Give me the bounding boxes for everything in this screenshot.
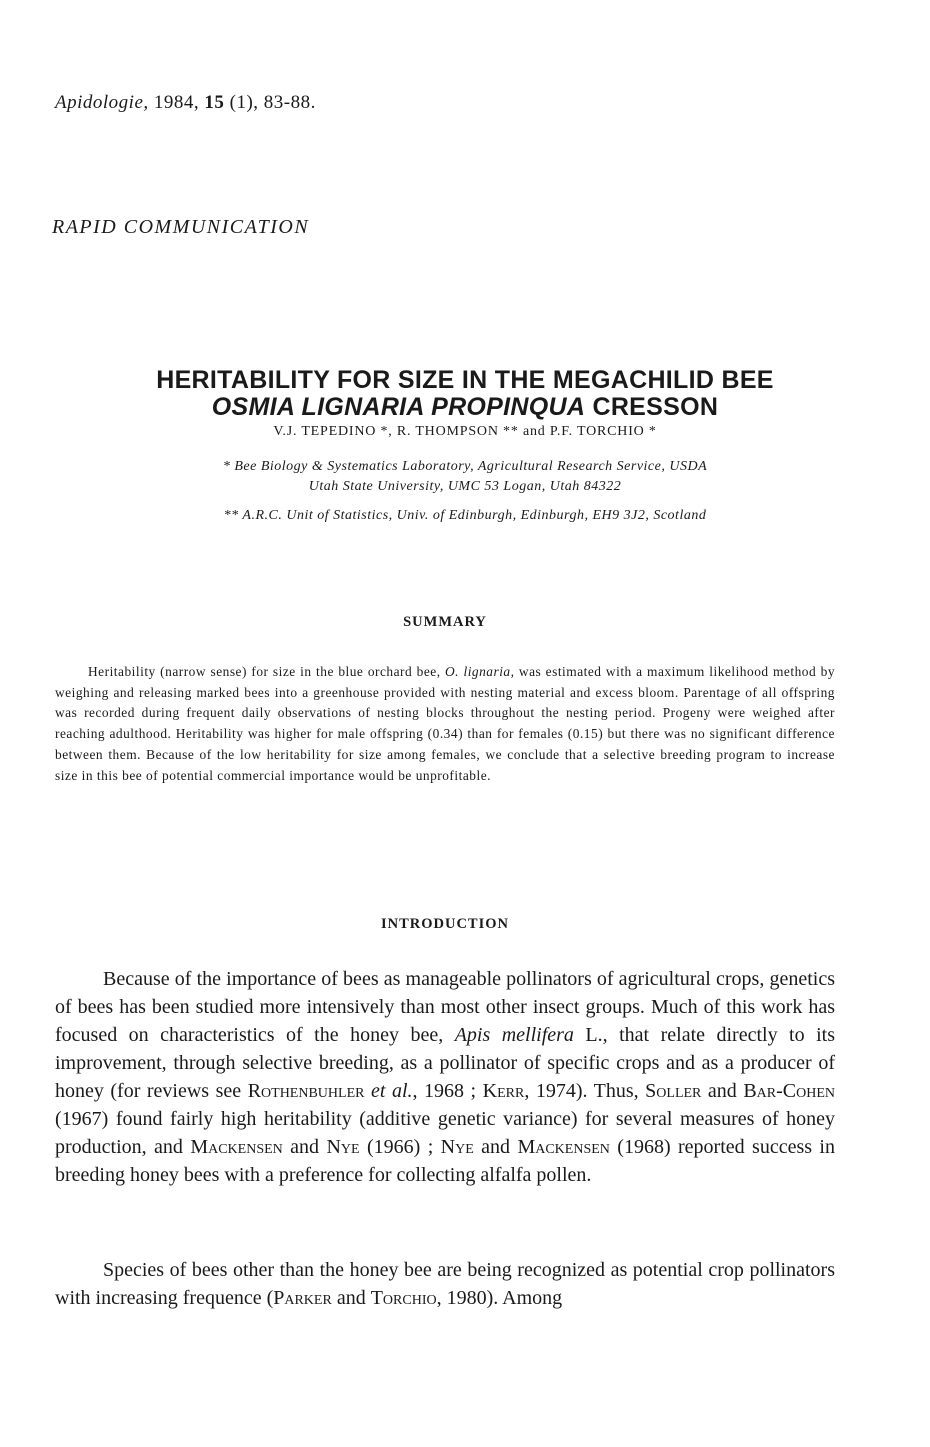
intro-p1-text: L., that relate directly to its improvement, through selective breeding, as a pollinator of specific crops and as a producer of honey (for reviews see — [55, 1024, 835, 1102]
intro-p2-text: and — [331, 1287, 371, 1309]
author-citation: Mackensen — [517, 1136, 610, 1158]
author-citation: Parker — [273, 1287, 332, 1309]
title-species: OSMIA LIGNARIA PROPINQUA — [211, 393, 586, 421]
species-name: Apis mellifera — [454, 1024, 574, 1046]
intro-p1-text: , 1968 ; — [412, 1080, 483, 1102]
journal-name: Apidologie, — [55, 92, 149, 113]
author-citation: Kerr — [482, 1080, 525, 1102]
summary-paragraph — [55, 662, 835, 786]
intro-paragraph-1 — [55, 965, 835, 1189]
intro-p1-text: Because of the importance of bees as manageable pollinators of agricultural crops, genetics of bees has been studied more intensively than most other insect groups. Much of this work has focused on characteristics of the honey bee, — [55, 968, 835, 1046]
authors-line: V.J. TEPEDINO *, R. THOMPSON ** and P.F. TORCHIO * — [273, 424, 657, 439]
journal-year: 1984, — [153, 92, 200, 113]
author-citation: Mackensen — [190, 1136, 283, 1158]
intro-paragraph-2 — [55, 1256, 835, 1312]
journal-volume: 15 — [204, 92, 225, 113]
author-citation: Bar-Cohen — [743, 1080, 835, 1102]
author-citation: Torchio — [370, 1287, 437, 1309]
intro-p1-text: (1966) ; — [359, 1136, 441, 1158]
summary-species: O. lignaria, — [445, 664, 515, 679]
author-citation: Rothenbuhler — [247, 1080, 365, 1102]
journal-issue-pages: (1), 83-88. — [229, 92, 316, 113]
intro-p1-text: (1968) reported success in breeding honey bees with a preference for collecting alfalfa pollen. — [55, 1136, 835, 1186]
intro-p1-text: and — [473, 1136, 518, 1158]
intro-p1-text: , 1974). Thus, — [524, 1080, 646, 1102]
intro-p2-text: Species of bees other than the honey bee are being recognized as potential crop pollinators with increasing frequence ( — [55, 1259, 835, 1309]
intro-p1-text: and — [282, 1136, 327, 1158]
title-species-author: CRESSON — [592, 393, 719, 421]
paper-title-line1: HERITABILITY FOR SIZE IN THE MEGACHILID BEE — [156, 366, 774, 394]
journal-citation — [55, 92, 316, 114]
author-citation: Nye — [326, 1136, 360, 1158]
section-label: RAPID COMMUNICATION — [52, 216, 310, 238]
affiliation-2: ** A.R.C. Unit of Statistics, Univ. of Edinburgh, Edinburgh, EH9 3J2, Scotland — [223, 508, 707, 523]
author-citation: Soller — [645, 1080, 702, 1102]
author-citation: Nye — [440, 1136, 474, 1158]
affiliation-1-line1: * Bee Biology & Systematics Laboratory, Agricultural Research Service, USDA — [222, 459, 708, 474]
introduction-heading: INTRODUCTION — [380, 916, 509, 932]
summary-text-b: was estimated with a maximum likelihood method by weighing and releasing marked bees into a greenhouse provided with nesting material and excess bloom. Parentage of all offspring was recorded during frequent daily observations of nesting blocks throughout the nesting period. Progeny were weighed after reaching adulthood. Heritability was higher for male offspring (0.34) than for females (0.15) but there was no significant difference between them. Because of the low heritability for size among females, we conclude that a selective breeding program to increase size in this bee of potential commercial importance would be unprofitable. — [55, 664, 836, 783]
intro-p1-text: (1967) found fairly high heritability (additive genetic variance) for several measures of honey production, and — [55, 1108, 835, 1158]
summary-heading: SUMMARY — [403, 614, 487, 630]
et-al: et al. — [371, 1080, 413, 1102]
summary-text-a: Heritability (narrow sense) for size in the blue orchard bee, — [88, 664, 446, 679]
affiliation-1-line2: Utah State University, UMC 53 Logan, Utah 84322 — [308, 479, 622, 494]
intro-p1-text: and — [701, 1080, 744, 1102]
intro-p2-text: , 1980). Among — [436, 1287, 563, 1309]
paper-title-line2 — [0, 393, 930, 422]
